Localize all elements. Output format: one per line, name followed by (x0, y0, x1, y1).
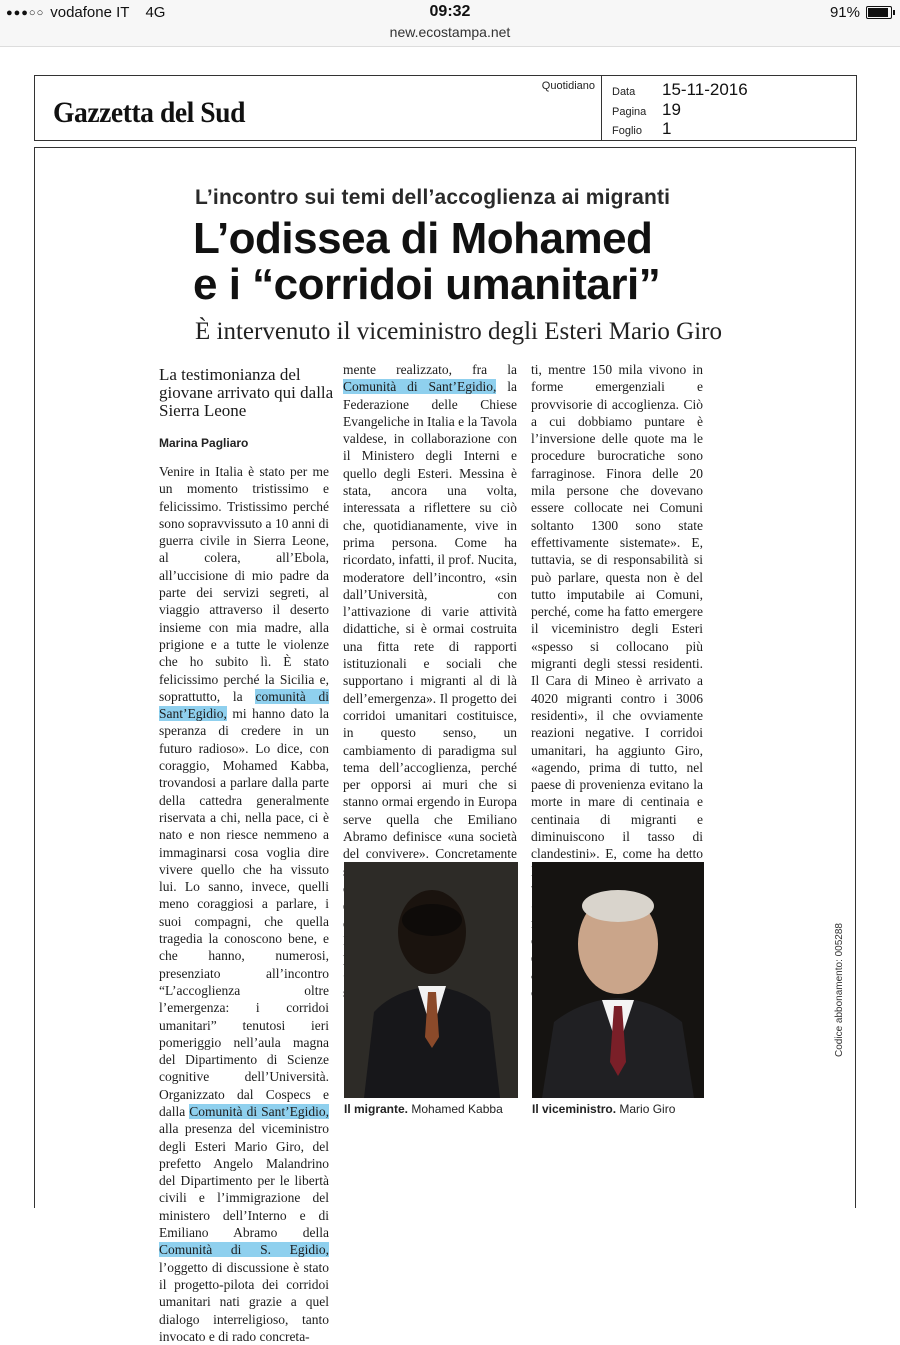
newspaper-masthead: Gazzetta del Sud (53, 96, 245, 129)
status-bar (0, 0, 900, 24)
caption-migrant (344, 1102, 503, 1116)
headline-line-2: e i “corridoi umanitari” (193, 260, 661, 309)
page-value: 19 (662, 100, 681, 119)
highlighted-text: Comunità di Sant’Egidio, (189, 1103, 329, 1119)
article (34, 147, 856, 1344)
status-right (830, 4, 892, 21)
article-subhead: È intervenuto il viceministro degli Esteri Mario Giro (195, 318, 722, 345)
column-1-text (159, 463, 329, 1345)
headline-line-1: L’odissea di Mohamed (193, 214, 653, 263)
masthead-box (34, 75, 602, 141)
highlighted-text: comunità di Sant’Egidio, (159, 688, 329, 722)
article-kicker: L’incontro sui temi dell’accoglienza ai migranti (195, 186, 671, 209)
text-run: alla presenza del viceministro degli Esteri Mario Giro, del prefetto Angelo Malandrino del Dipartimento per le libertà civili e l’immigrazione del ministero dell’Interno e di Emiliano Abramo della (159, 1121, 329, 1241)
text-run: mente realizzato, fra la (343, 362, 517, 377)
meta-sheet-row (612, 119, 671, 139)
photo-viceminister (532, 862, 704, 1098)
caption-label: Il viceministro. (532, 1102, 617, 1116)
battery-fill (868, 8, 888, 17)
clipping-page (0, 47, 900, 1344)
article-byline: Marina Pagliaro (159, 436, 249, 450)
article-headline (193, 216, 660, 308)
page-label: Pagina (612, 106, 647, 118)
photo-viceminister-illustration (532, 862, 704, 1098)
network-type: 4G (145, 4, 166, 21)
date-value: 15-11-2016 (662, 80, 748, 99)
highlighted-text: Comunità di S. Egidio, (159, 1242, 329, 1258)
text-run: mi hanno dato la speranza di credere in un futuro radioso». Lo dice, con coraggio, Mohamed Kabba, trovandosi a parlare dalla parte della cattedra generalmente riservata a chi, nella pace, ci è nato e non riesce nemmeno a immaginarsi cosa voglia dire vivere quello che ha vissuto lui. Lo sanno, invece, quelli meno coraggiosi a parlare, i suoi compagni, che quella tragedia la conoscono bene, e che hanno, numerosi, presenziato all’incontro “L’accoglienza oltre l’emergenza: i corridoi umanitari” tenutosi ieri pomeriggio nell’aula magna del Dipartimento di Scienze cognitive dell’Università. Organizzato dal Cospecs e dalla (159, 706, 329, 1119)
photo-migrant-illustration (344, 862, 518, 1098)
carrier-name: vodafone IT (50, 4, 130, 21)
signal-strength-icon: ●●●○○ (6, 6, 45, 19)
url-text[interactable]: new.ecostampa.net (389, 24, 511, 40)
date-label: Data (612, 86, 636, 98)
sheet-value: 1 (662, 119, 672, 138)
battery-icon (866, 6, 892, 19)
text-run: la Federazione delle Chiese Evangeliche in Italia e la Tavola valdese, in collaborazione con il Ministero degli Interni e quello degli Esteri. Messina è stata, ancora una volta, interessata a riflettere su ciò che, quotidianamente, vive in prima persona. Come ha ricordato, infatti, il prof. Nucita, moderatore dell’incontro, «sin dall’Università, con l’attivazione di varie attività didattiche, si è ormai costruita una fitta rete di rapporti istituzionali e sociali che supportano i migranti al di là dell’emergenza». Il progetto dei corridoi umanitari costituisce, in questo senso, un cambiamento di paradigma sul tema dell’accoglienza, perché per opporsi ai muri che si stanno ormai ergendo in Europa serve quella che Emiliano Abramo definisce «una società del convivere». Concretamente (343, 379, 517, 862)
text-run: l’oggetto di discussione è stato il progetto-pilota dei corridoi umanitari nati grazie a quel dialogo interreligioso, tanto invocato e di rado concreta- (159, 1259, 329, 1344)
article-lead: La testimonianza del giovane arrivato qui dalla Sierra Leone (159, 365, 334, 420)
caption-name: Mario Giro (616, 1102, 676, 1116)
photo-migrant (344, 862, 518, 1098)
article-column-1 (159, 463, 329, 1345)
text-run: Venire in Italia è stato per me un momento tristissimo e felicissimo. Tristissimo perché sono sopravvissuto a 10 anni di guerra civile in Sierra Leone, al colera, all’Ebola, all’uccisione di mio padre da parte dei servizi segreti, al viaggio attraverso il deserto insieme con mia madre, alla prigione e a tutte le violenze che ho subito lì. È stato felicissimo perché la Sicilia e, soprattutto, la (159, 464, 329, 704)
sheet-label: Foglio (612, 125, 642, 137)
meta-date-row (612, 80, 748, 100)
clipping-meta (600, 75, 857, 141)
battery-percent: 91% (829, 4, 860, 21)
url-bar[interactable] (0, 24, 900, 47)
column-3-text: ti, mentre 150 mila vivono in forme emergenziali e provvisorie di accoglienza. Ciò a cui dobbiamo puntare è l’inversione delle quote ma le procedure burocratiche sono farraginose. Finora delle 20 mila persone che dovevano essere collocate nei Comuni soltanto 1300 sono state effettivamente sistemate». E, tuttavia, se di responsabilità si può parlare, questa non è del tutto imputabile ai Comuni, perché, come ha fatto emergere il viceministro degli Esteri «spesso si collocano più migranti degli stessi residenti. Il Cara di Mineo è arrivato a 4020 migranti contro i 3006 residenti», il che ovviamente reazioni negative. I corridoi umanitari, ha aggiunto Giro, «agendo, prima di tutto, nel paese di provenienza evitano la morte in mare di centinaia e centinaia di migranti e diminuiscono il tasso di clandestini». E, come ha detto (531, 362, 703, 862)
caption-name: Mohamed Kabba (408, 1102, 503, 1116)
caption-label: Il migrante. (344, 1102, 409, 1116)
clock: 09:32 (429, 3, 471, 20)
highlighted-text: Comunità di Sant’Egidio, (343, 379, 497, 395)
meta-page-row (612, 100, 681, 120)
caption-viceminister (532, 1102, 675, 1116)
subscription-code: Codice abbonamento: 005288 (834, 923, 845, 1057)
publication-type: Quotidiano (541, 80, 595, 92)
